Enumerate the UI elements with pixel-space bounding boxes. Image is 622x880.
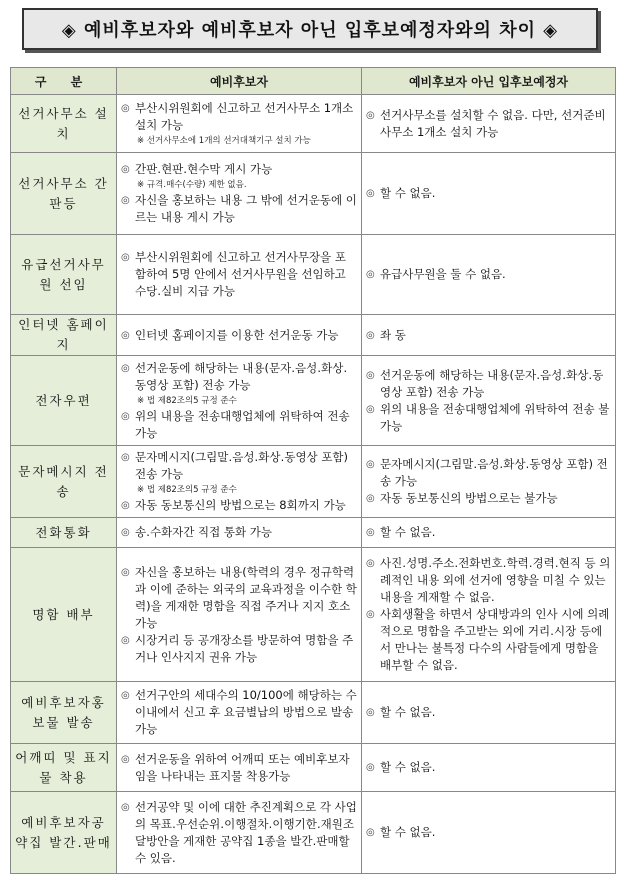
item-text: 부산시위원회에 신고하고 선거사무장을 포함하여 5명 안에서 선거사무원을 선임하고 수당․실비 지급 가능 xyxy=(135,250,346,298)
footnote: ※ 선거사무소에 1개의 선거대책기구 설치 가능 xyxy=(137,135,311,146)
circle-bullet-icon: ◎ xyxy=(366,188,375,199)
list-item xyxy=(121,192,357,226)
item-text: 사진․성명․주소․전화번호․학력․경력․현직 등 의례적인 내용 외에 선거에 영향을 미칠 수 있는 내용을 게재할 수 없음. xyxy=(380,556,611,604)
circle-bullet-icon: ◎ xyxy=(121,452,130,463)
item-text: 할 수 없음. xyxy=(380,525,436,539)
comparison-table xyxy=(10,67,616,874)
row-category: 인터넷 홈페이지 xyxy=(11,315,117,356)
circle-bullet-icon: ◎ xyxy=(121,410,130,422)
item-text: 자신을 홍보하는 내용 그 밖에 선거운동에 이르는 내용 게시 가능 xyxy=(135,193,357,224)
list-item xyxy=(366,266,611,283)
list-item xyxy=(121,100,357,134)
table-body xyxy=(11,95,616,874)
list-item xyxy=(366,490,611,507)
non-candidate-cell xyxy=(362,235,616,315)
row-category: 예비후보자홍보물 발송 xyxy=(11,682,117,744)
non-candidate-cell xyxy=(362,744,616,792)
item-text: 할 수 없음. xyxy=(380,186,436,200)
list-item xyxy=(366,524,611,541)
non-candidate-cell xyxy=(362,792,616,874)
circle-bullet-icon: ◎ xyxy=(121,753,130,765)
row-category: 전자우편 xyxy=(11,356,117,446)
circle-bullet-icon: ◎ xyxy=(366,762,375,773)
row-category: 예비후보자공약집 발간․판매 xyxy=(11,792,117,874)
list-item xyxy=(366,401,611,435)
item-text: 문자메시지(그림말․음성․화상․동영상 포함) 전송 가능 xyxy=(380,457,608,488)
list-item xyxy=(366,704,611,721)
page-title: ◈ 예비후보자와 예비후보자 아닌 입후보예정자와의 차이 ◈ xyxy=(61,20,559,41)
item-text: 할 수 없음. xyxy=(380,705,436,719)
circle-bullet-icon: ◎ xyxy=(121,500,130,511)
circle-bullet-icon: ◎ xyxy=(121,801,130,813)
item-text: 할 수 없음. xyxy=(380,825,436,839)
candidate-cell xyxy=(117,235,362,315)
non-candidate-cell xyxy=(362,315,616,356)
item-text: 인터넷 홈페이지를 이용한 선거운동 가능 xyxy=(135,327,339,342)
header-candidate: 예비후보자 xyxy=(117,68,362,95)
item-text: 선거운동에 해당하는 내용(문자․음성․화상․동영상 포함) 전송 가능 xyxy=(380,367,604,399)
candidate-cell xyxy=(117,153,362,235)
row-category: 선거사무소 설치 xyxy=(11,95,117,153)
circle-bullet-icon: ◎ xyxy=(366,269,375,280)
circle-bullet-icon: ◎ xyxy=(121,252,130,263)
table-row xyxy=(11,548,616,682)
table-row xyxy=(11,446,616,518)
candidate-cell xyxy=(117,315,362,356)
list-item xyxy=(366,824,611,841)
candidate-cell xyxy=(117,95,362,153)
list-item xyxy=(121,449,357,483)
circle-bullet-icon: ◎ xyxy=(121,634,130,646)
item-text: 선거구안의 세대수의 10/100에 해당하는 수 이내에서 신고 후 요금별납의 방법으로 발송 가능 xyxy=(135,688,357,736)
item-text: 송․수화자간 직접 통화 가능 xyxy=(135,525,273,539)
list-item xyxy=(366,107,611,141)
circle-bullet-icon: ◎ xyxy=(366,707,375,718)
table-row xyxy=(11,682,616,744)
circle-bullet-icon: ◎ xyxy=(366,558,375,569)
candidate-cell xyxy=(117,446,362,518)
candidate-cell xyxy=(117,682,362,744)
circle-bullet-icon: ◎ xyxy=(366,609,375,620)
list-item xyxy=(366,327,611,344)
title-box xyxy=(22,8,598,50)
list-item xyxy=(121,751,357,785)
list-item xyxy=(366,606,611,674)
list-item xyxy=(366,185,611,202)
item-text: 할 수 없음. xyxy=(380,760,436,774)
circle-bullet-icon: ◎ xyxy=(121,329,130,341)
circle-bullet-icon: ◎ xyxy=(366,369,375,381)
circle-bullet-icon: ◎ xyxy=(366,527,375,538)
table-row xyxy=(11,518,616,548)
table-row xyxy=(11,744,616,792)
table-row xyxy=(11,95,616,153)
non-candidate-cell xyxy=(362,518,616,548)
list-item xyxy=(121,497,357,514)
non-candidate-cell xyxy=(362,95,616,153)
circle-bullet-icon: ◎ xyxy=(121,690,130,701)
list-item xyxy=(121,799,357,867)
list-item xyxy=(121,161,357,178)
non-candidate-cell xyxy=(362,446,616,518)
row-category: 어깨띠 및 표지물 착용 xyxy=(11,744,117,792)
item-text: 자동 동보통신의 방법으로는 불가능 xyxy=(380,491,558,505)
item-text: 위의 내용을 전송대행업체에 위탁하여 전송 불가능 xyxy=(380,401,610,433)
table-row xyxy=(11,356,616,446)
list-item xyxy=(121,408,357,442)
item-text: 좌 동 xyxy=(380,327,406,342)
non-candidate-cell xyxy=(362,682,616,744)
list-item xyxy=(121,564,357,632)
non-candidate-cell xyxy=(362,356,616,446)
table-row xyxy=(11,153,616,235)
footnote: ※ 법 제82조의5 규정 준수 xyxy=(137,395,237,406)
circle-bullet-icon: ◎ xyxy=(121,527,130,538)
circle-bullet-icon: ◎ xyxy=(121,164,130,175)
circle-bullet-icon: ◎ xyxy=(121,566,130,578)
header-category: 구 분 xyxy=(11,68,117,95)
item-text: 문자메시지(그림말․음성․화상․동영상 포함) 전송 가능 xyxy=(135,450,349,481)
item-text: 위의 내용을 전송대행업체에 위탁하여 전송 가능 xyxy=(135,408,350,440)
row-category: 전화통화 xyxy=(11,518,117,548)
circle-bullet-icon: ◎ xyxy=(366,493,375,504)
circle-bullet-icon: ◎ xyxy=(366,403,375,415)
circle-bullet-icon: ◎ xyxy=(366,109,375,121)
candidate-cell xyxy=(117,518,362,548)
table-header-row xyxy=(11,68,616,95)
row-category: 선거사무소 간판등 xyxy=(11,153,117,235)
item-text: 선거공약 및 이에 대한 추진계획으로 각 사업의 목표․우선순위․이행절차․이행기한․재원조달방안을 게재한 공약집 1종을 발간․판매할 수 있음. xyxy=(135,799,357,865)
item-text: 간판․현판․현수막 게시 가능 xyxy=(135,162,273,176)
footnote: ※ 규격․매수(수량) 제한 없음. xyxy=(137,180,247,190)
list-item xyxy=(121,249,357,300)
circle-bullet-icon: ◎ xyxy=(366,459,375,470)
item-text: 유급사무원을 둘 수 없음. xyxy=(380,267,506,281)
candidate-cell xyxy=(117,548,362,682)
list-item xyxy=(121,687,357,738)
list-item xyxy=(366,759,611,776)
table-row xyxy=(11,315,616,356)
candidate-cell xyxy=(117,744,362,792)
list-item xyxy=(121,360,357,394)
row-category: 문자메시지 전송 xyxy=(11,446,117,518)
list-item xyxy=(121,524,357,541)
candidate-cell xyxy=(117,792,362,874)
circle-bullet-icon: ◎ xyxy=(121,102,130,114)
item-text: 사회생활을 하면서 상대방과의 인사 시에 의례적으로 명함을 주고받는 외에 거리․시장 등에서 만나는 불특정 다수의 사람들에게 명함을 배부할 수 없음. xyxy=(380,607,610,672)
row-category: 유급선거사무원 선임 xyxy=(11,235,117,315)
non-candidate-cell xyxy=(362,153,616,235)
circle-bullet-icon: ◎ xyxy=(121,195,130,206)
candidate-cell xyxy=(117,356,362,446)
item-text: 선거사무소를 설치할 수 없음. 다만, 선거준비사무소 1개소 설치 가능 xyxy=(380,107,606,139)
list-item xyxy=(121,632,357,666)
item-text: 자동 동보통신의 방법으로는 8회까지 가능 xyxy=(135,498,346,512)
list-item xyxy=(121,327,357,344)
footnote: ※ 법 제82조의5 규정 준수 xyxy=(137,485,237,495)
list-item xyxy=(366,456,611,490)
list-item xyxy=(366,555,611,606)
header-non-candidate: 예비후보자 아닌 입후보예정자 xyxy=(362,68,616,95)
table-row xyxy=(11,235,616,315)
non-candidate-cell xyxy=(362,548,616,682)
table-row xyxy=(11,792,616,874)
item-text: 선거운동을 위하여 어깨띠 또는 예비후보자임을 나타내는 표지물 착용가능 xyxy=(135,751,350,783)
circle-bullet-icon: ◎ xyxy=(121,362,130,374)
item-text: 선거운동에 해당하는 내용(문자․음성․화상․동영상 포함) 전송 가능 xyxy=(135,360,348,392)
circle-bullet-icon: ◎ xyxy=(366,827,375,838)
row-category: 명함 배부 xyxy=(11,548,117,682)
item-text: 시장거리 등 공개장소를 방문하여 명함을 주거나 인사지지 권유 가능 xyxy=(135,632,354,664)
item-text: 부산시위원회에 신고하고 선거사무소 1개소 설치 가능 xyxy=(135,100,354,132)
list-item xyxy=(366,367,611,401)
circle-bullet-icon: ◎ xyxy=(366,329,375,341)
item-text: 자신을 홍보하는 내용(학력의 경우 정규학력과 이에 준하는 외국의 교육과정을 이수한 학력)을 게재한 명함을 직접 주거나 지지 호소 가능 xyxy=(135,564,357,630)
